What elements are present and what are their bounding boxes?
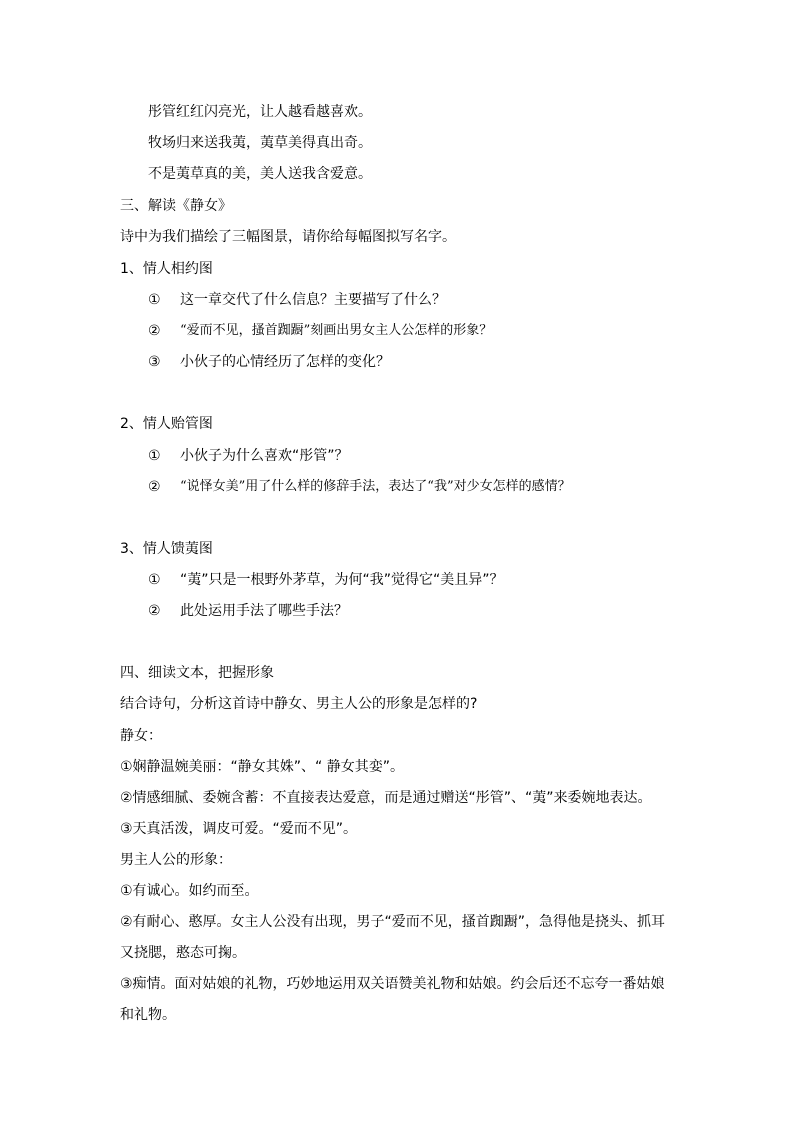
girl-point: ②情感细腻、委婉含蓄：不直接表达爱意，而是通过赠送“彤管”、“荑”来委婉地表达。 (120, 790, 652, 806)
man-label: 男主人公的形象： (120, 852, 232, 868)
man-point: ③痴情。面对姑娘的礼物，巧妙地运用双关语赞美礼物和姑娘。约会后还不忘夸一番姑娘 (120, 976, 665, 992)
girl-point: ③天真活泼，调皮可爱。“爱而不见”。 (120, 821, 358, 837)
group-title: 2、情人贻管图 (120, 416, 213, 432)
man-point: ①有诚心。如约而至。 (120, 883, 259, 899)
question-text: 小伙子的心情经历了怎样的变化？ (180, 354, 390, 370)
section-intro: 结合诗句，分析这首诗中静女、男主人公的形象是怎样的? (120, 696, 478, 712)
group-title: 3、情人馈荑图 (120, 541, 213, 557)
girl-point: ①娴静温婉美丽：“静女其姝”、“ 静女其娈”。 (120, 759, 405, 775)
question-text: “爱而不见，搔首踟蹰”刻画出男女主人公怎样的形象？ (180, 323, 493, 338)
poem-line: 彤管红红闪亮光，让人越看越喜欢。 (148, 104, 372, 120)
poem-line: 不是荑草真的美，美人送我含爱意。 (148, 166, 372, 182)
question-number: ② (148, 479, 161, 495)
section-intro: 诗中为我们描绘了三幅图景，请你给每幅图拟写名字。 (120, 229, 456, 245)
question-text: 这一章交代了什么信息？主要描写了什么？ (180, 292, 446, 308)
question-number: ② (148, 323, 161, 339)
question-number: ③ (148, 354, 161, 370)
poem-line: 牧场归来送我荑，荑草美得真出奇。 (148, 135, 372, 151)
question-text: “说怿女美”用了什么样的修辞手法，表达了“我”对少女怎样的感情？ (180, 479, 571, 494)
question-number: ① (148, 448, 161, 464)
group-title: 1、情人相约图 (120, 261, 213, 277)
section-heading: 四、细读文本，把握形象 (120, 665, 274, 681)
question-number: ① (148, 572, 161, 588)
man-point: 又挠腮，憨态可掬。 (120, 945, 246, 961)
question-text: 小伙子为什么喜欢“彤管”？ (180, 448, 349, 464)
question-number: ② (148, 603, 161, 619)
question-text: 此处运用手法了哪些手法？ (180, 603, 348, 619)
question-number: ① (148, 292, 161, 308)
man-point: 和礼物。 (120, 1007, 176, 1023)
section-heading: 三、解读《静女》 (120, 198, 232, 214)
man-point: ②有耐心、憨厚。女主人公没有出现，男子“爱而不见，搔首踟蹰”，急得他是挠头、抓耳 (120, 914, 666, 930)
question-text: “荑”只是一根野外茅草，为何“我”觉得它“美且异”？ (180, 572, 504, 588)
girl-label: 静女： (120, 728, 162, 744)
